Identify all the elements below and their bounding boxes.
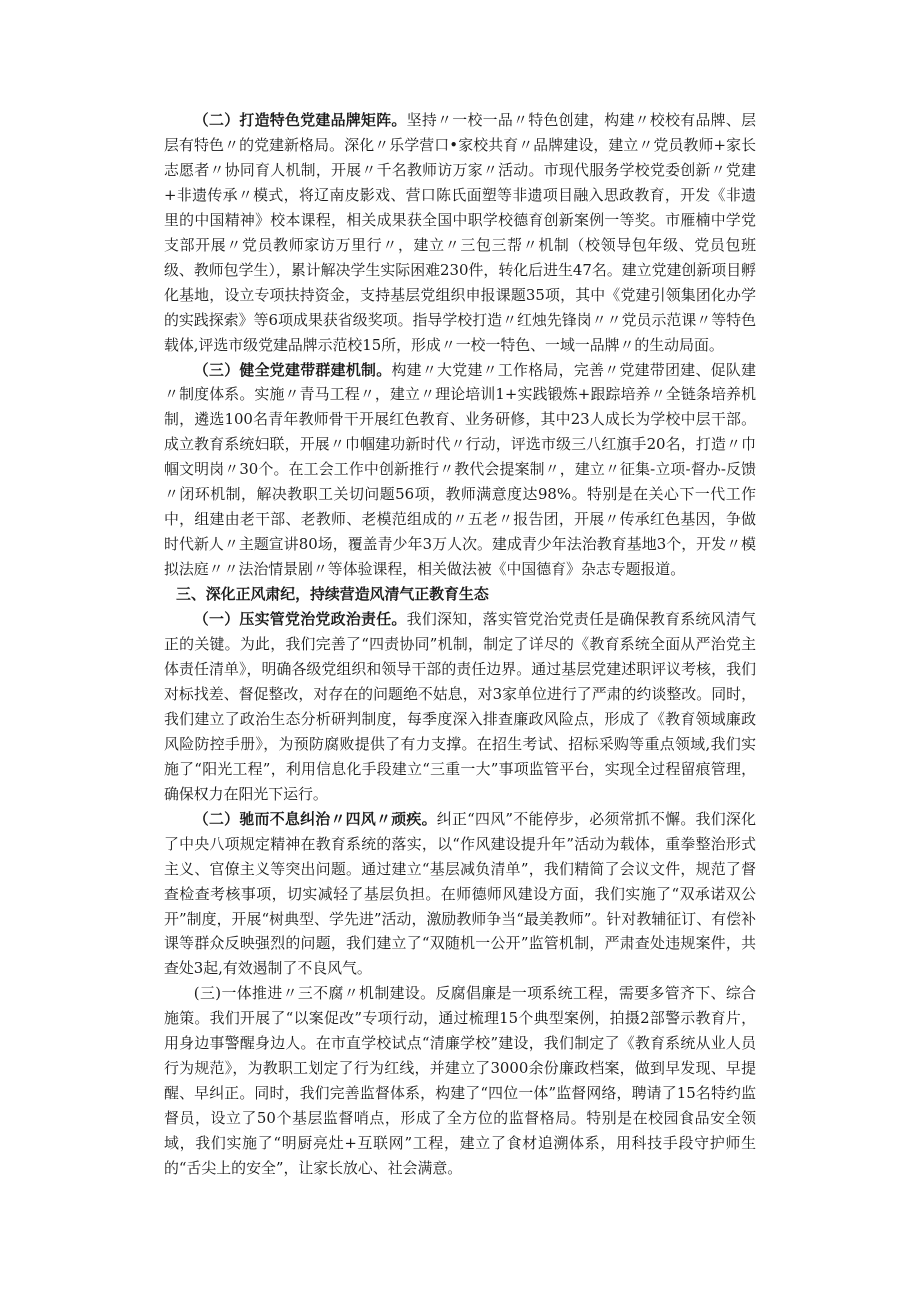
paragraph-four-winds	[164, 807, 756, 982]
paragraph-heading: （二）驰而不息纠治〃四风〃顽疾。	[193, 809, 437, 828]
paragraph-group-mechanism	[164, 358, 756, 583]
document-page	[164, 108, 756, 1181]
paragraph-anti-corruption	[164, 981, 756, 1181]
paragraph-body: 坚持〃一校一品〃特色创建，构建〃校校有品牌、层层有特色〃的党建新格局。深化〃乐学营口•家校共育〃品牌建设，建立〃党员教师+家长志愿者〃协同育人机制，开展〃千名教师访万家〃活动。市现代服务学校党委创新〃党建+非遗传承〃模式，将辽南皮影戏、营口陈氏面塑等非遗项目融入思政教育，开发《非遗里的中国精神》校本课程，相关成果获全国中职学校德育创新案例一等奖。市雁楠中学党支部开展〃党员教师家访万里行〃，建立〃三包三帮〃机制（校领导包年级、党员包班级、教师包学生），累计解决学生实际困难230件，转化后进生47名。建立党建创新项目孵化基地，设立专项扶持资金，支持基层党组织申报课题35项，其中《党建引领集团化办学的实践探索》等6项成果获省级奖项。指导学校打造〃红烛先锋岗〃〃党员示范课〃等特色载体,评选市级党建品牌示范校15所，形成〃一校一特色、一域一品牌〃的生动局面。	[164, 111, 756, 354]
paragraph-brand-matrix	[164, 108, 756, 358]
paragraph-body: 我们深知，落实管党治党责任是确保教育系统风清气正的关键。为此，我们完善了“四责协同”机制，制定了详尽的《教育系统全面从严治党主体责任清单》，明确各级党组织和领导干部的责任边界。通过基层党建述职评议考核，我们对标找差、督促整改，对存在的问题绝不姑息，对3家单位进行了严肃的约谈整改。同时，我们建立了政治生态分析研判制度，每季度深入排查廉政风险点，形成了《教育领域廉政风险防控手册》，为预防腐败提供了有力支撑。在招生考试、招标采购等重点领域,我们实施了“阳光工程”，利用信息化手段建立“三重一大”事项监管平台，实现全过程留痕管理，确保权力在阳光下运行。	[164, 610, 756, 803]
paragraph-heading: （一）压实管党治党政治责任。	[193, 610, 407, 629]
paragraph-heading: （二）打造特色党建品牌矩阵。	[193, 111, 407, 129]
paragraph-body: 构建〃大党建〃工作格局，完善〃党建带团建、促队建〃制度体系。实施〃青马工程〃，建立〃理论培训1+实践锻炼+跟踪培养〃全链条培养机制，遴选100名青年教师骨干开展红色教育、业务研修，其中23人成长为学校中层干部。成立教育系统妇联，开展〃巾帼建功新时代〃行动，评选市级三八红旗手20名，打造〃巾帼文明岗〃30个。在工会工作中创新推行〃教代会提案制〃，建立〃征集-立项-督办-反馈〃闭环机制，解决教职工关切问题56项，教师满意度达98%。特别是在关心下一代工作中，组建由老干部、老教师、老模范组成的〃五老〃报告团，开展〃传承红色基因，争做时代新人〃主题宣讲80场，覆盖青少年3万人次。建成青少年法治教育基地3个，开发〃模拟法庭〃〃法治情景剧〃等体验课程，相关做法被《中国德育》杂志专题报道。	[164, 360, 756, 579]
paragraph-heading: （三）健全党建带群建机制。	[193, 360, 392, 379]
paragraph-responsibility	[164, 607, 756, 807]
section-title: 三、深化正风肃纪，持续营造风清气正教育生态	[176, 585, 489, 604]
paragraph-body: (三)一体推进〃三不腐〃机制建设。反腐倡廉是一项系统工程，需要多管齐下、综合施策。我们开展了“以案促改”专项行动，通过梳理15个典型案例，拍摄2部警示教育片，用身边事警醒身边人。在市直学校试点“清廉学校”建设，我们制定了《教育系统从业人员行为规范》，为教职工划定了行为红线，并建立了3000余份廉政档案，做到早发现、早提醒、早纠正。同时，我们完善监督体系，构建了“四位一体”监督网络，聘请了15名特约监督员，设立了50个基层监督哨点，形成了全方位的监督格局。特别是在校园食品安全领域，我们实施了“明厨亮灶+互联网”工程，建立了食材追溯体系，用科技手段守护师生的“舌尖上的安全”，让家长放心、社会满意。	[164, 984, 756, 1178]
paragraph-body: 纠正“四风”不能停步，必须常抓不懈。我们深化了中央八项规定精神在教育系统的落实，以“作风建设提升年”活动为载体，重拳整治形式主义、官僚主义等突出问题。通过建立“基层减负清单”，我们精简了会议文件，规范了督查检查考核事项，切实减轻了基层负担。在师德师风建设方面，我们实施了“双承诺双公开”制度，开展“树典型、学先进”活动，激励教师争当“最美教师”。针对教辅征订、有偿补课等群众反映强烈的问题，我们建立了“双随机一公开”监管机制，严肃查处违规案件，共查处3起,有效遏制了不良风气。	[164, 809, 756, 978]
